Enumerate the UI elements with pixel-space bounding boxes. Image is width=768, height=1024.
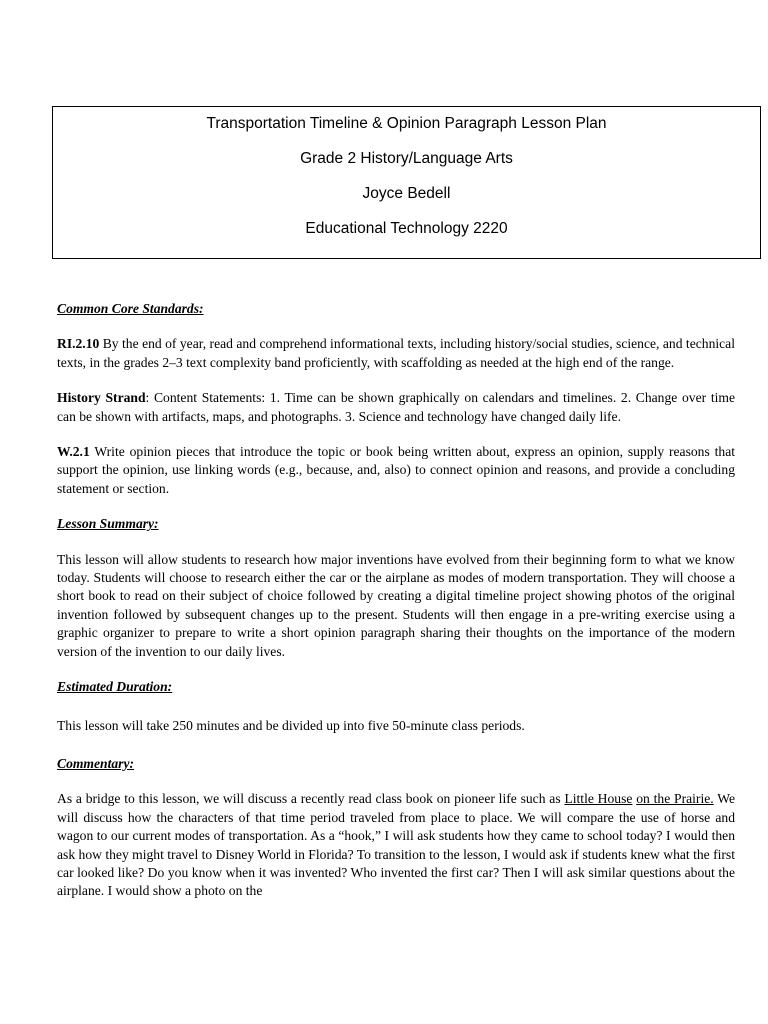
commentary-rest: We will discuss how the characters of that time period traveled from place to place. We will compare the use of horse and wagon to our current modes of transportation. As a “hook,” I will ask students how they came to school today? I would then ask how they might travel to Disney World in Florida? To transition to the lesson, I would ask if students knew what the first car looked like? Do you know when it was invented? Who invented the first car? Then I will ask similar questions about the airplane. I would show a photo on the [57, 791, 735, 899]
standard-w-text: Write opinion pieces that introduce the topic or book being written about, express an opinion, supply reasons that support the opinion, use linking words (e.g., because, and, also) to connect opinion and reasons, and provide a concluding statement or section. [57, 444, 735, 496]
standard-ri-code: RI.2.10 [57, 336, 100, 352]
duration-heading: Estimated Duration: [57, 679, 173, 695]
standard-w-paragraph [57, 443, 735, 498]
document-body [57, 300, 735, 901]
history-strand-paragraph [57, 389, 735, 426]
grade-line: Grade 2 History/Language Arts [300, 150, 513, 167]
duration-text: This lesson will take 250 minutes and be divided up into five 50-minute class periods. [57, 717, 525, 733]
standard-ri-paragraph [57, 335, 735, 372]
standard-ri-text: By the end of year, read and comprehend informational texts, including history/social studies, science, and technical texts, in the grades 2–3 text complexity band proficiently, with scaffolding as needed at the high end of the range. [57, 336, 735, 370]
author-line: Joyce Bedell [362, 185, 451, 202]
commentary-text [57, 790, 735, 900]
commentary-intro: As a bridge to this lesson, we will discuss a recently read class book on pioneer life such as [57, 791, 565, 807]
book-title-part2: on the Prairie. [636, 791, 714, 807]
history-strand-text: : Content Statements: 1. Time can be shown graphically on calendars and timelines. 2. Change over time can be shown with artifacts, maps, and photographs. 3. Science and technology have changed daily life. [57, 390, 735, 424]
standard-w-code: W.2.1 [57, 444, 90, 460]
commentary-heading: Commentary: [57, 755, 135, 771]
summary-text: This lesson will allow students to research how major inventions have evolved from their beginning form to what we know today. Students will choose to research either the car or the airplane as modes of modern transportation. They will choose a short book to read on their subject of choice followed by creating a digital timeline project showing photos of the original invention followed by subsequent changes up to the present. Students will then engage in a pre-writing exercise using a graphic organizer to prepare to write a short opinion paragraph sharing their thoughts on the importance of the modern version of the invention to our daily lives. [57, 551, 735, 659]
summary-heading: Lesson Summary: [57, 516, 159, 532]
book-title-part1: Little House [564, 791, 633, 807]
course-line: Educational Technology 2220 [305, 220, 508, 237]
history-strand-label: History Strand [57, 390, 146, 406]
standards-heading: Common Core Standards: [57, 301, 204, 316]
title-box [52, 106, 761, 259]
document-title: Transportation Timeline & Opinion Paragraph Lesson Plan [206, 115, 607, 132]
